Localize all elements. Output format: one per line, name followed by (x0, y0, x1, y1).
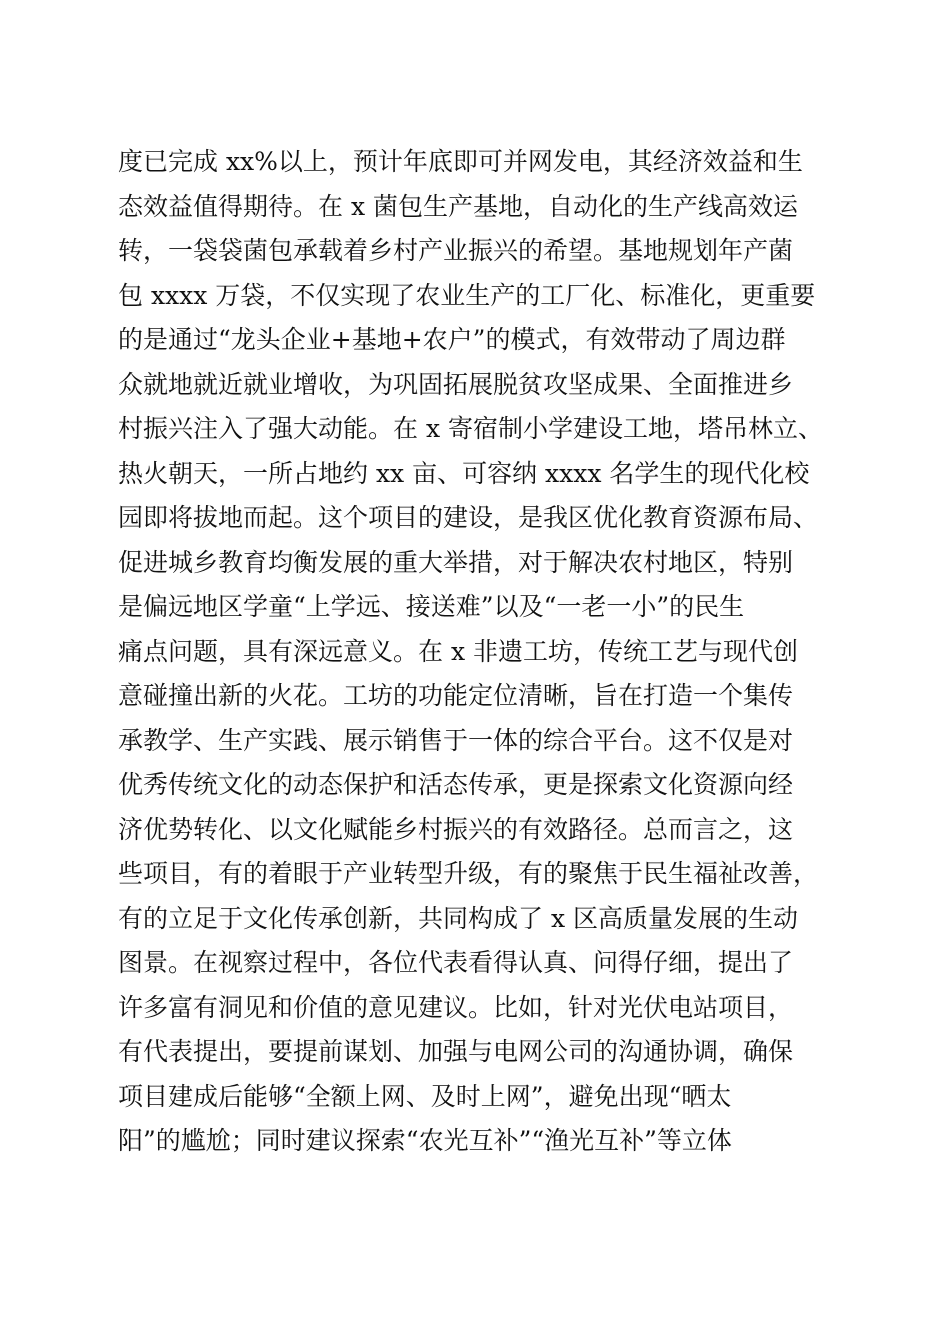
text-line: 众就地就近就业增收，为巩固拓展脱贫攻坚成果、全面推进乡 (118, 369, 794, 399)
text-line: 优秀传统文化的动态保护和活态传承，更是探索文化资源向经 (118, 770, 794, 799)
text-line: 转，一袋袋菌包承载着乡村产业振兴的希望。基地规划年产菌 (118, 236, 794, 265)
text-line: 热火朝天，一所占地约 xx 亩、可容纳 xxxx 名学生的现代化校 (118, 458, 810, 488)
text-line: 些项目，有的着眼于产业转型升级，有的聚焦于民生福祉改善， (118, 859, 819, 888)
text-line: 是偏远地区学童“上学远、接送难”以及“一老一小”的民生 (118, 592, 745, 621)
text-line: 的是通过“龙头企业+基地+农户”的模式，有效带动了周边群 (118, 325, 786, 354)
text-line: 促进城乡教育均衡发展的重大举措，对于解决农村地区，特别 (118, 547, 794, 577)
text-line: 意碰撞出新的火花。工坊的功能定位清晰，旨在打造一个集传 (118, 681, 794, 710)
text-line: 项目建成后能够“全额上网、及时上网”，避免出现“晒太 (118, 1081, 732, 1111)
text-line: 济优势转化、以文化赋能乡村振兴的有效路径。总而言之，这 (118, 814, 794, 844)
text-line: 许多富有洞见和价值的意见建议。比如，针对光伏电站项目， (118, 992, 794, 1022)
text-line: 承教学、生产实践、展示销售于一体的综合平台。这不仅是对 (118, 725, 794, 755)
text-line: 态效益值得期待。在 x 菌包生产基地，自动化的生产线高效运 (118, 191, 798, 221)
text-line: 痛点问题，具有深远意义。在 x 非遗工坊，传统工艺与现代创 (118, 636, 798, 666)
text-line: 度已完成 xx%以上，预计年底即可并网发电，其经济效益和生 (118, 147, 803, 176)
text-line: 阳”的尴尬；同时建议探索“农光互补”“渔光互补”等立体 (118, 1126, 732, 1155)
text-line: 村振兴注入了强大动能。在 x 寄宿制小学建设工地，塔吊林立、 (118, 414, 823, 443)
text-line: 图景。在视察过程中，各位代表看得认真、问得仔细，提出了 (118, 948, 794, 977)
text-line: 包 xxxx 万袋，不仅实现了农业生产的工厂化、标准化，更重要 (118, 280, 816, 310)
text-line: 有代表提出，要提前谋划、加强与电网公司的沟通协调，确保 (118, 1037, 794, 1066)
body-text (118, 140, 838, 1164)
text-line: 园即将拔地而起。这个项目的建设，是我区优化教育资源布局、 (118, 503, 819, 532)
text-line: 有的立足于文化传承创新，共同构成了 x 区高质量发展的生动 (118, 903, 798, 933)
